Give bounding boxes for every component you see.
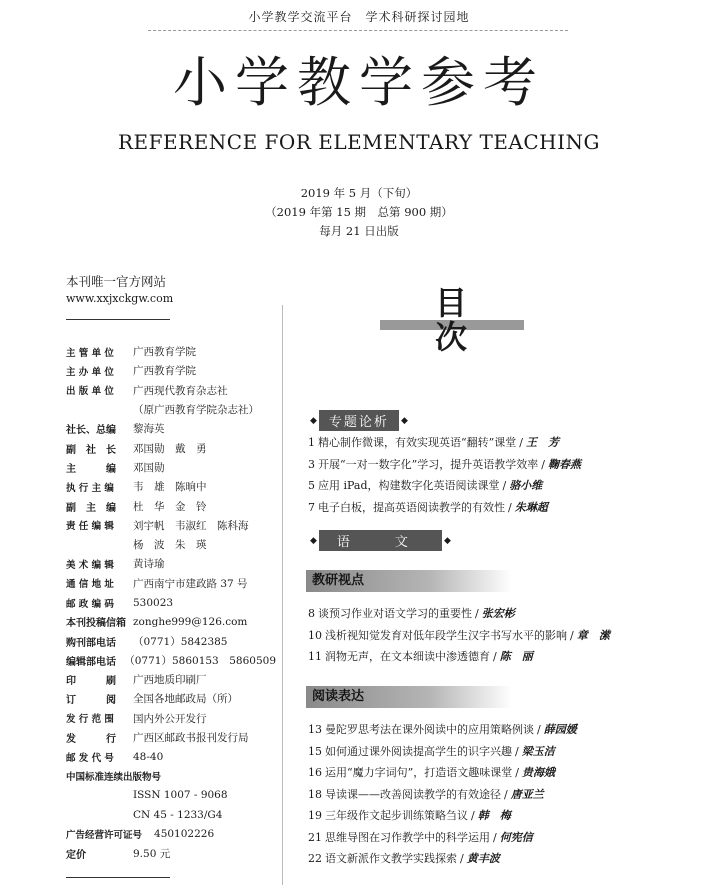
section1-list xyxy=(308,603,708,668)
toc-article-title: 三年级作文起步训练策略刍议 xyxy=(325,809,468,822)
info-row xyxy=(66,670,276,689)
section-heading-yuedu: 阅读表达 xyxy=(306,686,512,708)
toc-article-title: 电子白板，提高英语阅读教学的有效性 xyxy=(318,500,505,514)
info-label: 订 阅 xyxy=(66,695,116,707)
info-row xyxy=(66,574,276,593)
toc-article-title: 语文新派作文教学实践探索 xyxy=(325,852,457,865)
toc-article-title: 运用“魔力字词句”，打造语文趣味课堂 xyxy=(325,766,513,779)
toc-page-number: 5 xyxy=(308,479,315,492)
info-value: 黎海英 xyxy=(133,423,165,436)
info-row xyxy=(66,612,276,631)
info-value: 邓国勋 戴 勇 xyxy=(133,442,207,455)
toc-page-number: 8 xyxy=(308,607,315,620)
info-label: 副 主 编 xyxy=(66,502,116,514)
toc-article-title: 开展“一对一数字化”学习，提升英语教学效率 xyxy=(318,457,539,471)
info-value: （0771）5860153 5860509 xyxy=(124,654,276,667)
info-value: 国内外公开发行 xyxy=(133,712,207,725)
issue-info xyxy=(0,184,718,241)
toc-item[interactable] xyxy=(308,475,708,497)
toc-separator: / xyxy=(460,852,464,865)
toc-separator: / xyxy=(570,628,574,642)
info-row xyxy=(66,651,276,670)
toc-page-number: 10 xyxy=(308,628,322,642)
info-value: 韦 雄 陈晌中 xyxy=(133,481,207,494)
info-row xyxy=(66,844,276,863)
toc-author: 贵海娥 xyxy=(521,766,555,779)
section-heading-jiaoyan: 教研视点 xyxy=(306,570,512,592)
info-row xyxy=(66,458,276,477)
info-value: 广西教育学院 xyxy=(133,365,196,378)
toc-page-number: 21 xyxy=(308,830,322,844)
section2-list xyxy=(308,719,708,870)
toc-separator: / xyxy=(475,607,479,620)
info-value: 广西教育学院 xyxy=(133,346,196,359)
toc-article-title: 曼陀罗思考法在课外阅读中的应用策略例谈 xyxy=(325,723,534,736)
toc-item[interactable] xyxy=(308,603,708,625)
info-row xyxy=(66,593,276,612)
toc-separator: / xyxy=(471,809,475,822)
header-tagline: 小学教学交流平台 学术科研探讨园地 xyxy=(248,10,470,24)
yuwen-label xyxy=(310,530,451,551)
diamond-icon: ◆ xyxy=(400,415,408,426)
website-url[interactable]: www.xxjxckgw.com xyxy=(66,292,174,305)
info-value: 广西现代教育杂志社 xyxy=(133,384,228,397)
toc-page-number: 13 xyxy=(308,723,322,736)
toc-article-title: 精心制作微课，有效实现英语“翻转”课堂 xyxy=(318,436,517,449)
toc-item[interactable] xyxy=(308,762,708,784)
info-value: 黄诗瑜 xyxy=(133,558,165,571)
website-label: 本刊唯一官方网站 xyxy=(66,274,167,289)
toc-item[interactable] xyxy=(308,741,708,763)
info-value: 杜 华 金 铃 xyxy=(133,500,207,513)
issue-schedule: 每月 21 日出版 xyxy=(319,224,399,238)
info-label: 美 术 编 辑 xyxy=(66,559,114,571)
toc-heading xyxy=(380,284,544,356)
issue-date: 2019 年 5 月（下旬） xyxy=(300,186,418,200)
info-row xyxy=(66,516,276,535)
info-label: 邮 发 代 号 xyxy=(66,752,114,764)
info-label: 主 管 单 位 xyxy=(66,347,114,359)
toc-page-number: 18 xyxy=(308,787,322,801)
info-row xyxy=(66,805,276,824)
info-label: 主 办 单 位 xyxy=(66,366,114,378)
info-label: 购刊部电话 xyxy=(66,637,116,649)
info-label: 社长、总编 xyxy=(66,425,116,437)
toc-author: 梁玉洁 xyxy=(521,744,555,758)
info-label: 副 社 长 xyxy=(66,444,116,456)
info-label: 广告经营许可证号 xyxy=(66,830,143,842)
info-row xyxy=(66,709,276,728)
column-divider xyxy=(282,305,283,885)
toc-item[interactable] xyxy=(308,454,708,476)
toc-item[interactable] xyxy=(308,646,708,668)
info-label: 定价 xyxy=(66,849,86,861)
info-label: 主 编 xyxy=(66,463,116,475)
toc-page-number: 11 xyxy=(308,650,322,663)
info-label: 出 版 单 位 xyxy=(66,386,114,398)
info-row xyxy=(66,728,276,747)
special-topic-list xyxy=(308,432,708,518)
toc-title: 目 次 xyxy=(434,284,544,356)
info-value: 全国各地邮政局（所） xyxy=(133,693,238,706)
info-row xyxy=(66,477,276,496)
info-label: 编辑部电话 xyxy=(66,656,116,668)
toc-separator: / xyxy=(515,766,519,779)
tagline-divider xyxy=(148,30,568,31)
toc-item[interactable] xyxy=(308,625,708,647)
info-label: 通 信 地 址 xyxy=(66,579,114,591)
toc-author: 陈 丽 xyxy=(499,650,533,663)
toc-author: 黄丰波 xyxy=(466,852,500,865)
toc-page-number: 1 xyxy=(308,436,315,449)
toc-author: 唐亚兰 xyxy=(510,787,544,801)
toc-separator: / xyxy=(515,744,519,758)
journal-title-en: REFERENCE FOR ELEMENTARY TEACHING xyxy=(118,130,600,154)
diamond-icon: ◆ xyxy=(443,535,451,546)
info-row xyxy=(66,767,276,786)
info-value: 48-40 xyxy=(133,750,164,763)
toc-article-title: 导读课——改善阅读教学的有效途径 xyxy=(325,787,501,801)
toc-author: 张宏彬 xyxy=(481,607,515,620)
info-row xyxy=(66,824,276,843)
bottom-divider xyxy=(66,877,170,878)
toc-article-title: 谈预习作业对语文学习的重要性 xyxy=(318,607,472,620)
yuwen-text: 语 文 xyxy=(319,530,442,551)
info-row xyxy=(66,496,276,515)
info-row xyxy=(66,438,276,457)
toc-separator: / xyxy=(541,457,545,471)
toc-article-title: 应用 iPad，构建数字化英语阅读课堂 xyxy=(318,479,500,492)
toc-separator: / xyxy=(502,479,507,492)
info-value: 刘宇帆 韦淑红 陈科海 xyxy=(133,519,249,532)
toc-author: 韩 梅 xyxy=(477,809,511,822)
info-value: CN 45 - 1233/G4 xyxy=(133,808,223,821)
info-label: 中国标准连续出版物号 xyxy=(66,772,162,784)
issue-number: （2019 年第 15 期 总第 900 期） xyxy=(265,205,453,219)
info-row xyxy=(66,342,276,361)
toc-author: 王 芳 xyxy=(525,436,559,449)
toc-page-number: 15 xyxy=(308,744,322,758)
info-value: （0771）5842385 xyxy=(133,635,228,648)
toc-separator: / xyxy=(493,830,497,844)
toc-item[interactable] xyxy=(308,719,708,741)
toc-author: 薛园媛 xyxy=(543,723,577,736)
toc-separator: / xyxy=(519,436,523,449)
toc-item[interactable] xyxy=(308,848,708,870)
toc-article-title: 如何通过课外阅读提高学生的识字兴趣 xyxy=(325,744,512,758)
toc-article-title: 浅析视知觉发育对低年段学生汉字书写水平的影响 xyxy=(325,628,567,642)
info-value: zonghe999@126.com xyxy=(133,615,248,628)
toc-item[interactable] xyxy=(308,784,708,806)
info-value: 9.50 元 xyxy=(133,847,171,860)
toc-page-number: 19 xyxy=(308,809,322,822)
toc-item[interactable] xyxy=(308,805,708,827)
info-label: 邮 政 编 码 xyxy=(66,598,114,610)
toc-author: 鞠春燕 xyxy=(547,457,581,471)
info-label: 印 刷 xyxy=(66,676,116,688)
info-value: 广西区邮政书报刊发行局 xyxy=(133,732,249,745)
toc-author: 骆小维 xyxy=(509,479,543,492)
toc-item[interactable] xyxy=(308,497,708,519)
info-label: 发 行 xyxy=(66,734,116,746)
toc-author: 何宪信 xyxy=(499,830,533,844)
info-value: （原广西教育学院杂志社） xyxy=(133,404,259,417)
toc-separator: / xyxy=(537,723,541,736)
toc-author: 朱琳超 xyxy=(514,500,548,514)
publication-info xyxy=(66,342,276,863)
toc-separator: / xyxy=(493,650,497,663)
info-row xyxy=(66,747,276,766)
toc-item[interactable] xyxy=(308,432,708,454)
info-value: 530023 xyxy=(133,596,174,609)
info-value: 邓国勋 xyxy=(133,461,165,474)
special-topic-label xyxy=(310,410,408,431)
diamond-icon: ◆ xyxy=(310,415,317,426)
info-row xyxy=(66,535,276,554)
info-value: 450102226 xyxy=(154,828,215,841)
toc-item[interactable] xyxy=(308,827,708,849)
journal-title-cn: 小学教学参考 xyxy=(173,51,545,114)
toc-separator: / xyxy=(508,500,512,514)
special-topic-text: 专题论析 xyxy=(319,410,399,431)
info-value: 杨 波 朱 瑛 xyxy=(133,539,207,552)
info-label: 本刊投稿信箱 xyxy=(66,618,126,630)
info-label: 发 行 范 围 xyxy=(66,714,114,726)
info-value: ISSN 1007 - 9068 xyxy=(133,789,228,802)
toc-article-title: 思维导图在习作教学中的科学运用 xyxy=(325,830,490,844)
info-row xyxy=(66,689,276,708)
info-row xyxy=(66,400,276,419)
diamond-icon: ◆ xyxy=(310,535,317,546)
info-label: 责 任 编 辑 xyxy=(66,521,114,533)
toc-separator: / xyxy=(504,787,508,801)
info-row xyxy=(66,419,276,438)
info-value: 广西地质印刷厂 xyxy=(133,674,207,687)
toc-article-title: 润物无声，在文本细读中渗透德育 xyxy=(325,650,490,663)
info-label: 执 行 主 编 xyxy=(66,482,114,494)
info-value: 广西南宁市建政路 37 号 xyxy=(133,577,248,590)
info-row xyxy=(66,786,276,805)
toc-author: 章 潆 xyxy=(576,628,610,642)
toc-page-number: 7 xyxy=(308,500,315,514)
website-divider xyxy=(66,319,170,320)
info-row xyxy=(66,631,276,650)
toc-page-number: 22 xyxy=(308,852,322,865)
toc-page-number: 16 xyxy=(308,766,322,779)
info-row xyxy=(66,554,276,573)
info-row xyxy=(66,361,276,380)
toc-page-number: 3 xyxy=(308,457,315,471)
info-row xyxy=(66,381,276,400)
